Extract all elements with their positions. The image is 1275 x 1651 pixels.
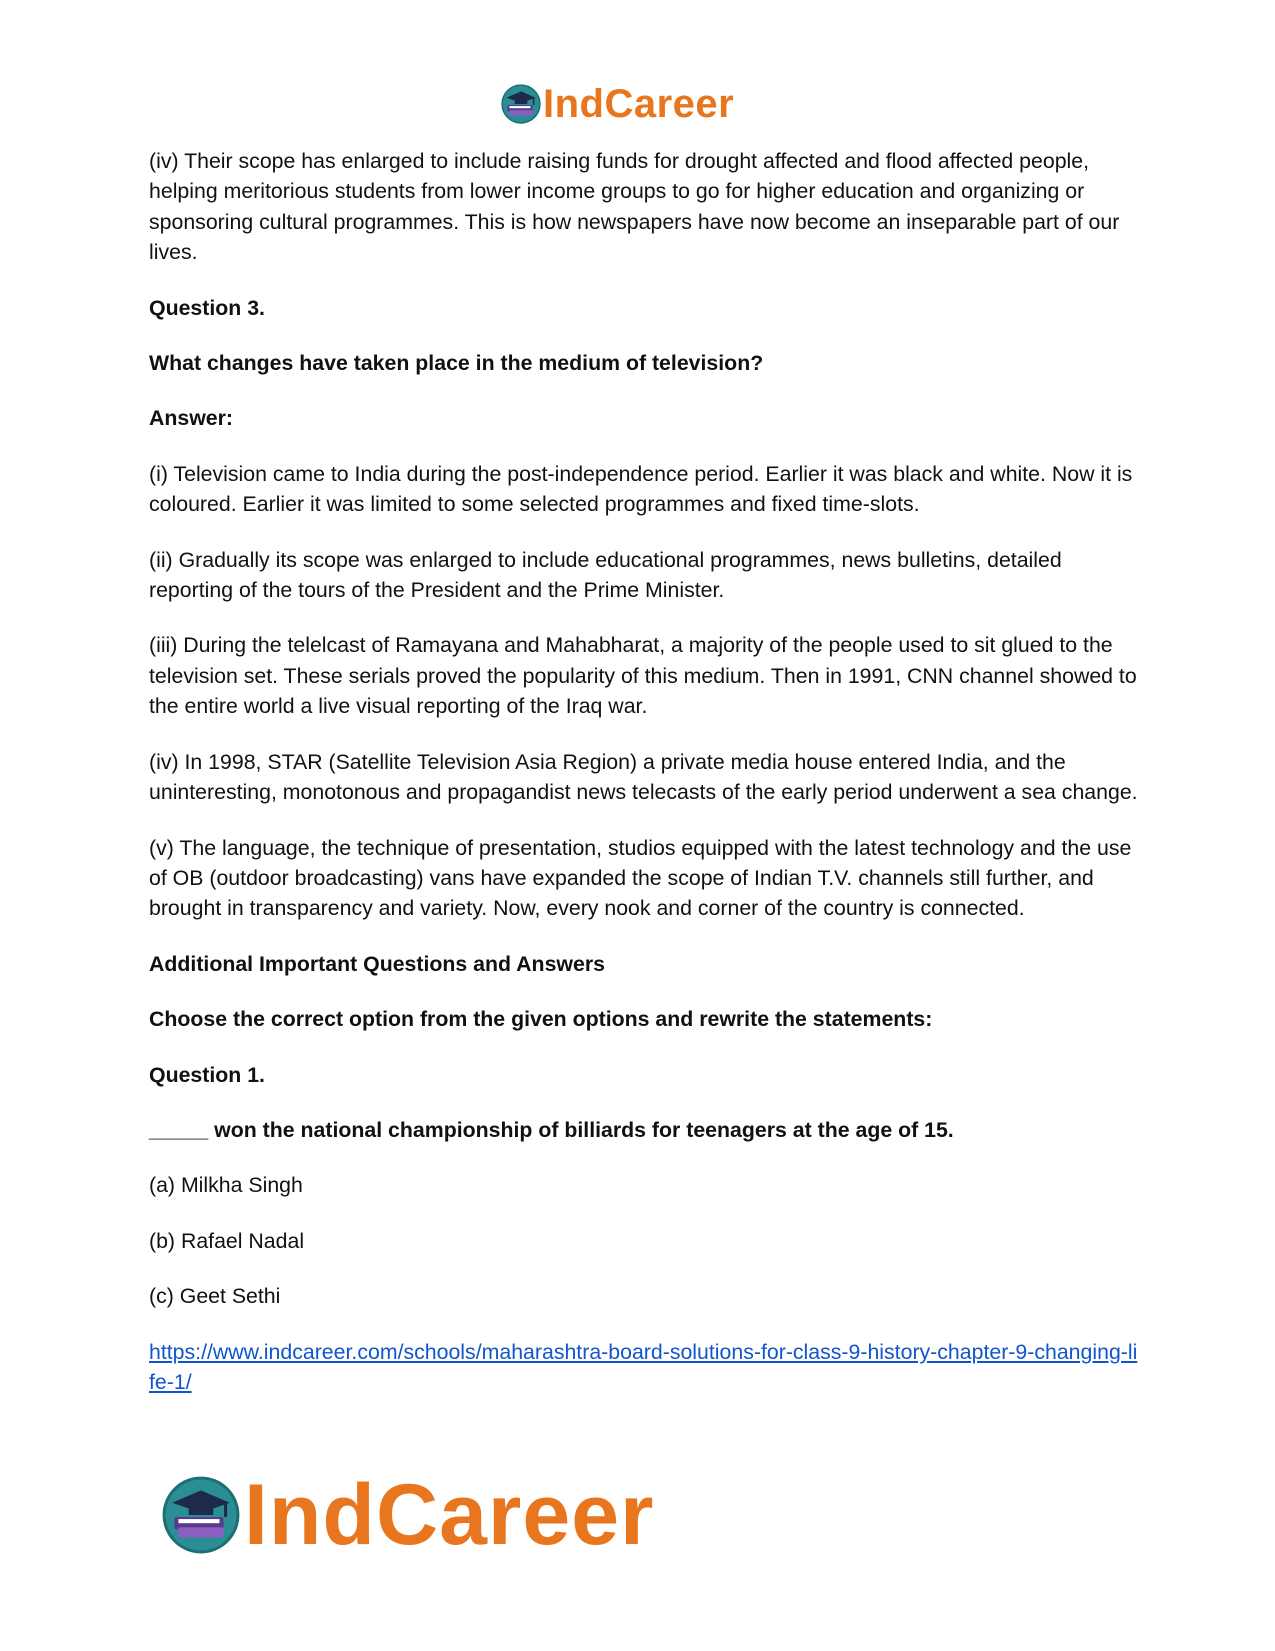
indcareer-logo-icon [160,1474,242,1556]
logo-text: IndCareer [543,82,735,126]
paragraph-newspapers-iv: (iv) Their scope has enlarged to include raising funds for drought affected and flood affected people, helping meritorious students from lower income groups to go for higher education and organizing or sponsoring cultural programmes. This is how newspapers have now become an inseparable part of our lives. [149,149,1120,265]
question-1-label: Question 1. [149,1062,265,1087]
option-c: (c) Geet Sethi [149,1284,281,1309]
answer-point-i: (i) Television came to India during the post-independence period. Earlier it was black and white. Now it is coloured. Earlier it was limited to some selected programmes and fixed time-slots. [149,461,1133,517]
source-link[interactable]: https://www.indcareer.com/schools/maharashtra-board-solutions-for-class-9-history-chapter-9-changing-life-1/ [149,1339,1138,1394]
footer-logo [160,1467,655,1563]
option-a: (a) Milkha Singh [149,1173,303,1198]
question-3-text: What changes have taken place in the medium of television? [149,351,764,376]
instruction-text: Choose the correct option from the given options and rewrite the statements: [149,1007,933,1032]
answer-point-v: (v) The language, the technique of presentation, studios equipped with the latest technology and the use of OB (outdoor broadcasting) vans have expanded the scope of Indian T.V. channels still further, and brought in transparency and variety. Now, every nook and corner of the country is connected. [149,835,1132,921]
answer-point-iii: (iii) During the telelcast of Ramayana and Mahabharat, a majority of the people used to sit glued to the television set. These serials proved the popularity of this medium. Then in 1991, CNN channel showed to the entire world a live visual reporting of the Iraq war. [149,633,1137,719]
logo-text: IndCareer [244,1467,655,1563]
section-heading: Additional Important Questions and Answers [149,951,605,976]
question-3-label: Question 3. [149,295,265,320]
document-body [149,146,1139,1422]
header-logo [500,80,734,128]
indcareer-logo-icon [500,83,542,125]
option-b: (b) Rafael Nadal [149,1228,305,1253]
answer-point-ii: (ii) Gradually its scope was enlarged to include educational programmes, news bulletins, detailed reporting of the tours of the President and the Prime Minister. [149,547,1062,603]
answer-point-iv: (iv) In 1998, STAR (Satellite Television Asia Region) a private media house entered India, and the uninteresting, monotonous and propagandist news telecasts of the early period underwent a sea change. [149,749,1138,805]
question-1-text: _____ won the national championship of billiards for teenagers at the age of 15. [149,1117,954,1142]
answer-label: Answer: [149,406,234,431]
